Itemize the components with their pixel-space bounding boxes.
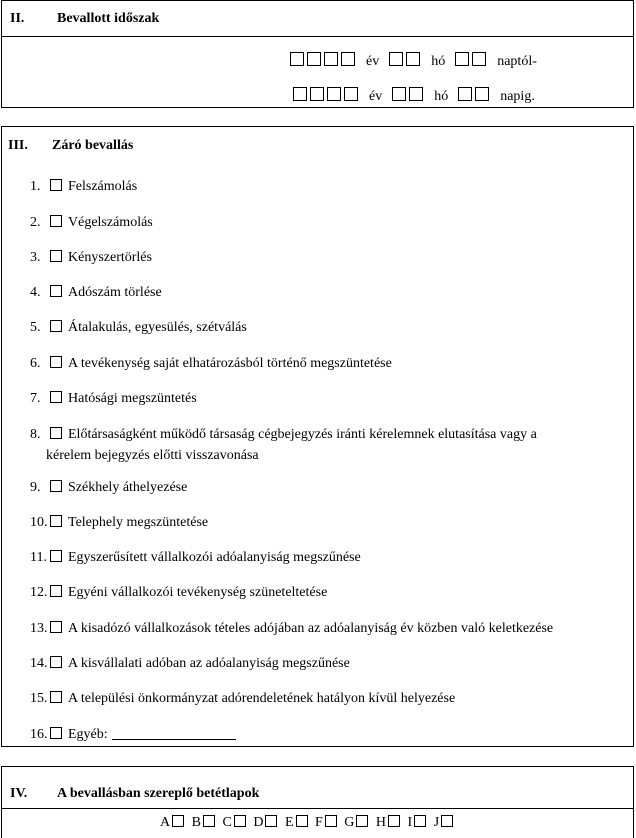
checkbox[interactable] (458, 87, 472, 101)
day-label: napig. (500, 89, 535, 104)
year-label: év (369, 89, 383, 104)
section-2-divider (2, 36, 633, 37)
checkbox[interactable] (50, 320, 62, 332)
sheet-option-f: F (315, 815, 337, 831)
checkbox[interactable] (50, 691, 62, 703)
checkbox[interactable] (50, 550, 62, 562)
checkbox[interactable] (172, 815, 184, 827)
to-day-boxes[interactable] (458, 87, 492, 105)
checkbox[interactable] (409, 87, 423, 101)
checkbox[interactable] (290, 52, 304, 66)
checkbox[interactable] (325, 815, 337, 827)
closing-option-6: 6. A tevékenység saját elhatározásból történő megszüntetése (30, 356, 392, 371)
other-reason-field[interactable] (112, 727, 236, 740)
closing-option-8-continuation: kérelem bejegyzés előtti visszavonása (46, 448, 259, 463)
sheet-option-j: J (434, 815, 453, 831)
sheet-option-c: C (222, 815, 245, 831)
closing-option-1: 1. Felszámolás (30, 179, 138, 194)
section-3-box (1, 126, 634, 747)
checkbox[interactable] (310, 87, 324, 101)
closing-option-4: 4. Adószám törlése (30, 285, 162, 300)
checkbox[interactable] (389, 52, 403, 66)
sheet-option-i: I (408, 815, 427, 831)
checkbox[interactable] (50, 285, 62, 297)
closing-option-9: 9. Székhely áthelyezése (30, 480, 188, 495)
closing-option-10: 10. Telephely megszüntetése (30, 515, 209, 530)
closing-option-2: 2. Végelszámolás (30, 215, 153, 230)
checkbox[interactable] (50, 215, 62, 227)
section-2-number: II. (10, 11, 25, 26)
checkbox[interactable] (472, 52, 486, 66)
section-4-title: A bevallásban szereplő betétlapok (57, 786, 260, 801)
checkbox[interactable] (414, 815, 426, 827)
checkbox[interactable] (203, 815, 215, 827)
checkbox[interactable] (341, 52, 355, 66)
checkbox[interactable] (50, 391, 62, 403)
closing-option-5: 5. Átalakulás, egyesülés, szétválás (30, 320, 247, 335)
sheet-option-b: B (192, 815, 215, 831)
section-4-box (1, 766, 634, 838)
closing-option-13: 13. A kisadózó vállalkozások tételes adójában az adóalanyiság év közben való keletkezése (30, 621, 554, 636)
to-year-boxes[interactable] (293, 87, 361, 105)
closing-option-8: 8. Előtársaságként működő társaság cégbejegyzés iránti kérelemnek elutasítása vagy a kérelem bejegyzés előtti visszavonása (30, 424, 620, 466)
checkbox[interactable] (327, 87, 341, 101)
checkbox[interactable] (50, 727, 62, 739)
checkbox[interactable] (50, 585, 62, 597)
closing-option-15: 15. A települési önkormányzat adórendeletének hatályon kívül helyezése (30, 691, 456, 706)
sheet-option-g: G (344, 815, 368, 831)
year-label: év (366, 54, 380, 69)
closing-option-7: 7. Hatósági megszüntetés (30, 391, 197, 406)
sheet-option-a: A (160, 815, 184, 831)
section-2-box (1, 0, 634, 108)
checkbox[interactable] (388, 815, 400, 827)
period-to-row (293, 87, 545, 105)
closing-option-14: 14. A kisvállalati adóban az adóalanyiság megszűnése (30, 656, 350, 671)
closing-option-11: 11. Egyszerűsített vállalkozói adóalanyiság megszűnése (30, 550, 361, 565)
checkbox[interactable] (50, 515, 62, 527)
section-3-number: III. (8, 138, 28, 153)
section-2-title: Bevallott időszak (57, 11, 160, 26)
checkbox[interactable] (392, 87, 406, 101)
checkbox[interactable] (293, 87, 307, 101)
checkbox[interactable] (50, 250, 62, 262)
checkbox[interactable] (475, 87, 489, 101)
checkbox[interactable] (265, 815, 277, 827)
checkbox[interactable] (406, 52, 420, 66)
checkbox[interactable] (50, 480, 62, 492)
checkbox[interactable] (356, 815, 368, 827)
closing-option-3: 3. Kényszertörlés (30, 250, 152, 265)
section-4-divider (2, 808, 633, 809)
closing-option-16: 16. Egyéb: (30, 724, 620, 745)
section-4-number: IV. (10, 786, 28, 801)
checkbox[interactable] (50, 621, 62, 633)
day-label: naptól- (497, 54, 537, 69)
checkbox[interactable] (344, 87, 358, 101)
period-from-row (290, 52, 547, 70)
to-month-boxes[interactable] (392, 87, 426, 105)
sheet-option-h: H (376, 815, 400, 831)
checkbox[interactable] (307, 52, 321, 66)
month-label: hó (434, 89, 449, 104)
from-month-boxes[interactable] (389, 52, 423, 70)
sheet-option-d: D (253, 815, 277, 831)
checkbox[interactable] (324, 52, 338, 66)
checkbox[interactable] (50, 356, 62, 368)
checkbox[interactable] (50, 427, 62, 439)
checkbox[interactable] (441, 815, 453, 827)
checkbox[interactable] (50, 656, 62, 668)
checkbox[interactable] (234, 815, 246, 827)
closing-option-12: 12. Egyéni vállalkozói tevékenység szüneteltetése (30, 585, 328, 600)
month-label: hó (431, 54, 446, 69)
section-3-title: Záró bevallás (52, 138, 134, 153)
sheet-letter-list (160, 815, 457, 831)
from-year-boxes[interactable] (290, 52, 358, 70)
checkbox[interactable] (50, 179, 62, 191)
sheet-option-e: E (285, 815, 308, 831)
from-day-boxes[interactable] (455, 52, 489, 70)
checkbox[interactable] (455, 52, 469, 66)
checkbox[interactable] (296, 815, 308, 827)
